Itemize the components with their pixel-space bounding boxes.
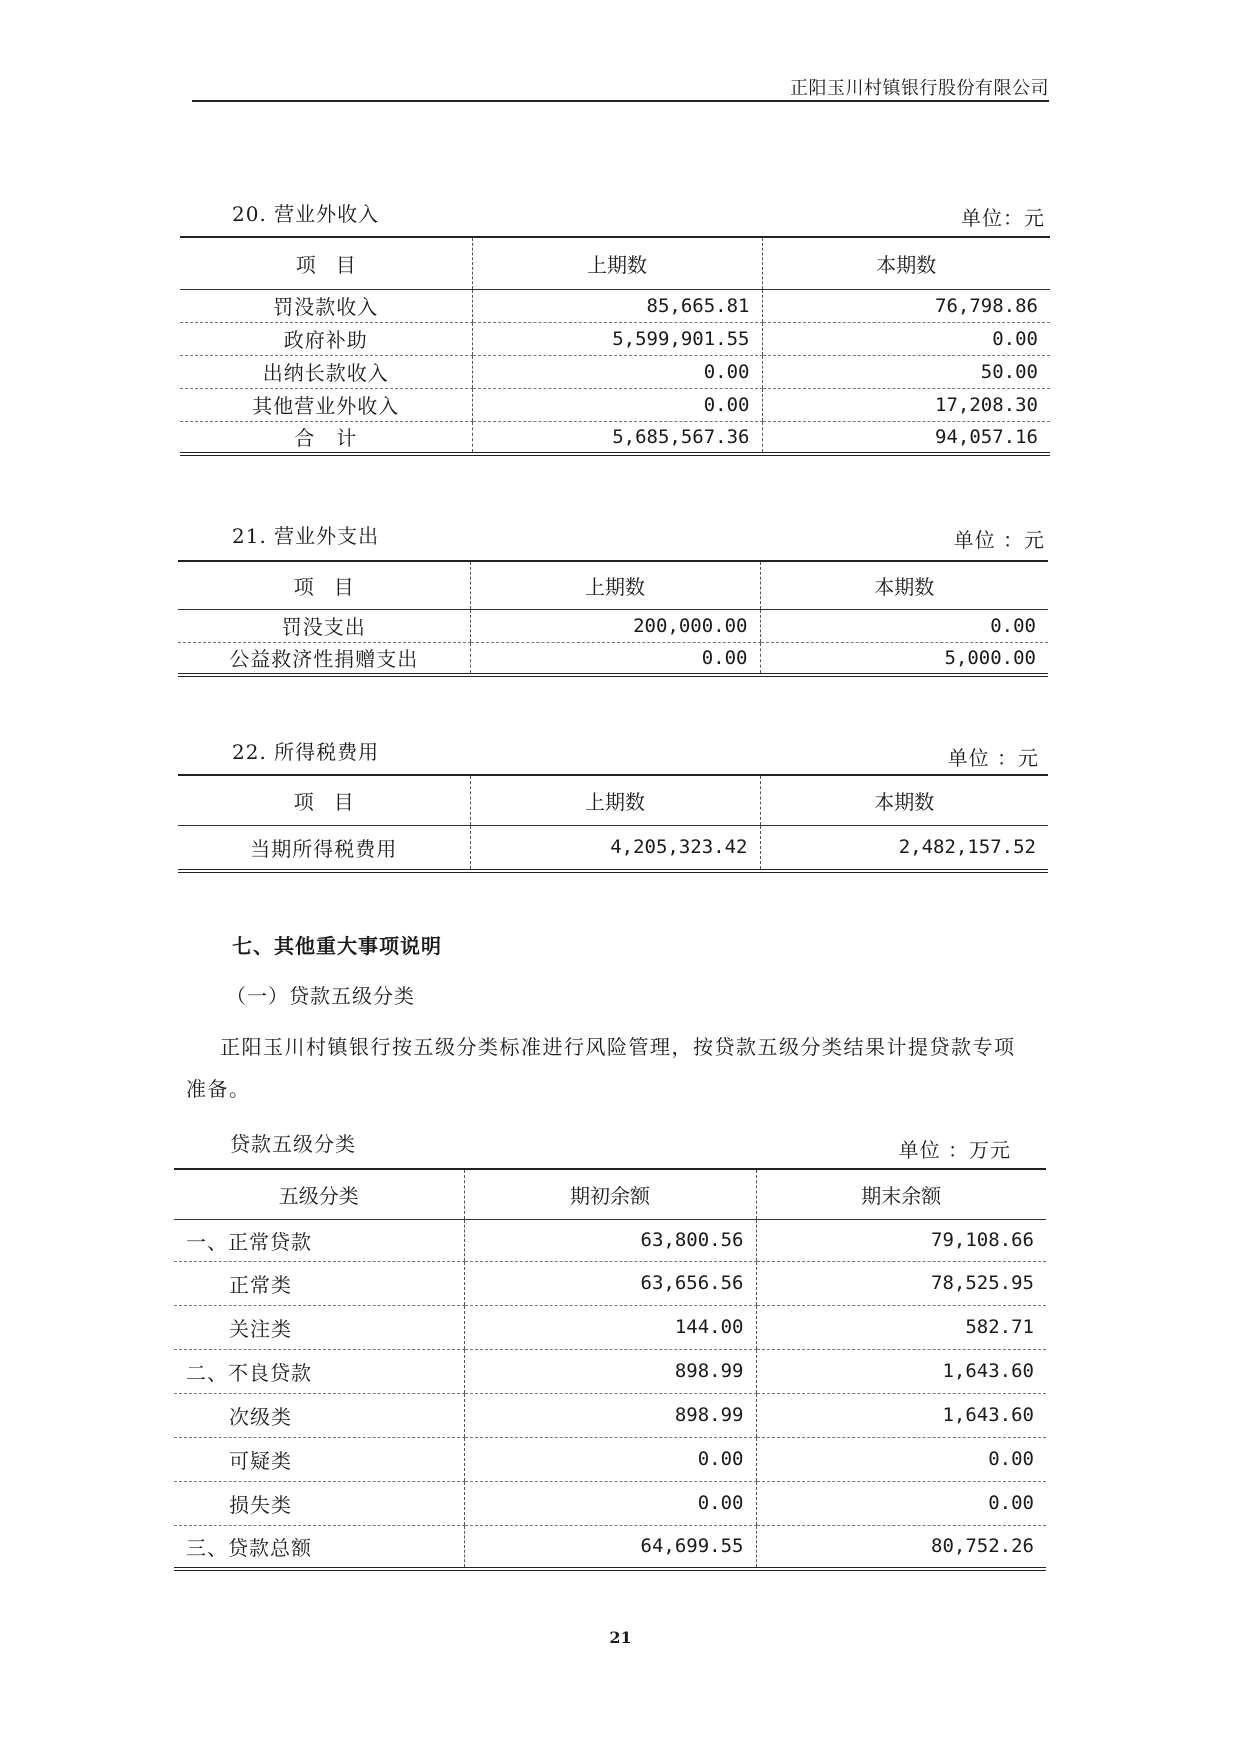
table-row xyxy=(174,1261,1046,1305)
row-item: 合 计 xyxy=(180,421,472,454)
row-begin: 64,699.55 xyxy=(464,1525,756,1569)
row-curr: 17,208.30 xyxy=(762,388,1050,421)
column-header-item: 项 目 xyxy=(178,561,470,609)
table-row xyxy=(180,289,1050,322)
column-header-end: 期末余额 xyxy=(756,1169,1046,1219)
row-item: 政府补助 xyxy=(180,322,472,355)
paragraph-line-2: 准备。 xyxy=(186,1077,251,1101)
row-curr: 94,057.16 xyxy=(762,421,1050,454)
row-begin: 0.00 xyxy=(464,1481,756,1525)
section-22-unit: 单位 ：元 xyxy=(947,746,1039,770)
column-header-curr: 本期数 xyxy=(760,775,1048,825)
table-row xyxy=(174,1393,1046,1437)
column-header-curr: 本期数 xyxy=(760,561,1048,609)
row-begin: 63,656.56 xyxy=(464,1261,756,1305)
column-header-item: 项 目 xyxy=(178,775,470,825)
row-item: 次级类 xyxy=(174,1393,464,1437)
row-begin: 0.00 xyxy=(464,1437,756,1481)
header-rule xyxy=(192,100,1049,102)
row-end: 80,752.26 xyxy=(756,1525,1046,1569)
header-company-name: 正阳玉川村镇银行股份有限公司 xyxy=(790,78,1049,99)
row-item: 可疑类 xyxy=(174,1437,464,1481)
row-begin: 898.99 xyxy=(464,1349,756,1393)
row-prev: 85,665.81 xyxy=(472,289,762,322)
row-prev: 5,599,901.55 xyxy=(472,322,762,355)
row-end: 1,643.60 xyxy=(756,1393,1046,1437)
table-row xyxy=(174,1305,1046,1349)
section-21-table xyxy=(178,560,1048,677)
row-item: 关注类 xyxy=(174,1305,464,1349)
row-prev: 0.00 xyxy=(472,388,762,421)
column-header-curr: 本期数 xyxy=(762,237,1050,289)
page-number: 21 xyxy=(609,1628,632,1647)
row-item: 三、贷款总额 xyxy=(174,1525,464,1569)
row-begin: 144.00 xyxy=(464,1305,756,1349)
section-20-unit: 单位：元 xyxy=(961,206,1045,230)
paragraph-line-1: 正阳玉川村镇银行按五级分类标准进行风险管理，按贷款五级分类结果计提贷款专项 xyxy=(220,1035,1016,1059)
table-row xyxy=(174,1481,1046,1525)
row-item: 罚没款收入 xyxy=(180,289,472,322)
table-row xyxy=(178,609,1048,642)
row-end: 78,525.95 xyxy=(756,1261,1046,1305)
row-curr: 0.00 xyxy=(760,609,1048,642)
row-curr: 50.00 xyxy=(762,355,1050,388)
column-header-prev: 上期数 xyxy=(470,561,760,609)
section-21-title: 21. 营业外支出 xyxy=(232,524,380,548)
part-7-heading: 七、其他重大事项说明 xyxy=(232,934,442,958)
row-item: 当期所得税费用 xyxy=(178,825,470,871)
row-item: 二、不良贷款 xyxy=(174,1349,464,1393)
row-item: 罚没支出 xyxy=(178,609,470,642)
table-row xyxy=(174,1349,1046,1393)
row-begin: 63,800.56 xyxy=(464,1219,756,1261)
row-item: 正常类 xyxy=(174,1261,464,1305)
column-header-prev: 上期数 xyxy=(470,775,760,825)
table-row xyxy=(180,355,1050,388)
column-header-prev: 上期数 xyxy=(472,237,762,289)
row-end: 79,108.66 xyxy=(756,1219,1046,1261)
row-item: 一、正常贷款 xyxy=(174,1219,464,1261)
column-header-begin: 期初余额 xyxy=(464,1169,756,1219)
column-header-item: 项 目 xyxy=(180,237,472,289)
row-prev: 0.00 xyxy=(470,642,760,675)
row-prev: 4,205,323.42 xyxy=(470,825,760,871)
row-item: 出纳长款收入 xyxy=(180,355,472,388)
section-20-table xyxy=(180,236,1050,456)
table-row xyxy=(174,1437,1046,1481)
row-curr: 76,798.86 xyxy=(762,289,1050,322)
row-prev: 5,685,567.36 xyxy=(472,421,762,454)
table-row xyxy=(180,388,1050,421)
row-item: 损失类 xyxy=(174,1481,464,1525)
loan-table-title: 贷款五级分类 xyxy=(230,1132,356,1156)
row-end: 1,643.60 xyxy=(756,1349,1046,1393)
section-20-title: 20. 营业外收入 xyxy=(232,202,380,226)
row-begin: 898.99 xyxy=(464,1393,756,1437)
table-row-total xyxy=(180,421,1050,454)
section-22-title: 22. 所得税费用 xyxy=(232,740,380,764)
row-prev: 200,000.00 xyxy=(470,609,760,642)
row-item: 其他营业外收入 xyxy=(180,388,472,421)
row-prev: 0.00 xyxy=(472,355,762,388)
row-item: 公益救济性捐赠支出 xyxy=(178,642,470,675)
table-row xyxy=(178,642,1048,675)
column-header-category: 五级分类 xyxy=(174,1169,464,1219)
row-end: 0.00 xyxy=(756,1481,1046,1525)
row-end: 0.00 xyxy=(756,1437,1046,1481)
table-row xyxy=(174,1219,1046,1261)
loan-table-unit: 单位 ：万元 xyxy=(898,1138,1011,1162)
row-curr: 0.00 xyxy=(762,322,1050,355)
section-21-unit: 单位 ：元 xyxy=(953,528,1045,552)
row-end: 582.71 xyxy=(756,1305,1046,1349)
part-7-subheading: （一）贷款五级分类 xyxy=(226,984,415,1008)
row-curr: 2,482,157.52 xyxy=(760,825,1048,871)
loan-classification-table xyxy=(174,1168,1046,1571)
table-row xyxy=(180,322,1050,355)
table-row xyxy=(178,825,1048,871)
section-22-table xyxy=(178,774,1048,873)
table-row-total xyxy=(174,1525,1046,1569)
row-curr: 5,000.00 xyxy=(760,642,1048,675)
